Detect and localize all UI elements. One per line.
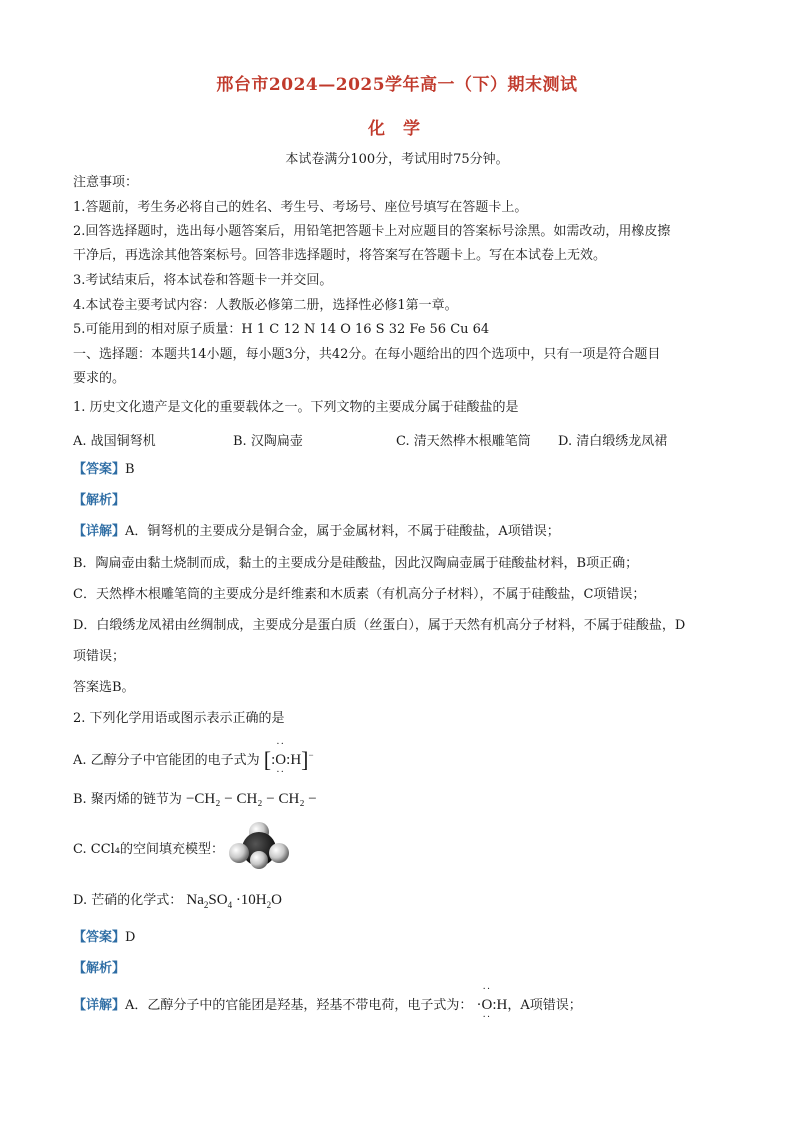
answer-tag: 【答案】 — [73, 930, 126, 945]
q2-option-c — [73, 841, 224, 859]
space-filling-model-image — [228, 820, 290, 870]
q1-detail-d-cont: 项错误； — [73, 649, 126, 664]
answer-value: D — [125, 930, 136, 945]
exam-title: 邢台市2024—2025学年高一（下）期末测试 — [216, 75, 578, 95]
notice-item-3: 3.考试结束后，将本试卷和答题卡一并交回。 — [73, 273, 333, 288]
q1-detail-c: C．天然桦木根雕笔筒的主要成分是纤维素和木质素（有机高分子材料），不属于硅酸盐，C项错误； — [73, 587, 646, 602]
q2-option-b — [73, 790, 317, 809]
q2-option-d — [73, 891, 282, 914]
q1-option-a: A. 战国铜弩机 — [73, 434, 156, 449]
detail-tag: 【详解】 — [73, 524, 126, 539]
hydroxide-electron-formula: [:O ·· ·· :H]− — [263, 739, 314, 778]
q1-option-b: B. 汉陶扁壶 — [233, 434, 303, 449]
q2-option-d-text: D. 芒硝的化学式： — [73, 893, 183, 908]
mirabilite-formula: $Na_2SO_4 \cdot 10H_2O$ — [186, 892, 282, 910]
notice-heading: 注意事项： — [73, 175, 139, 190]
q2-option-a-text: A. 乙醇分子中官能团的电子式为 — [73, 753, 260, 768]
q2-analysis-tag — [73, 960, 125, 978]
q1-option-d: D. 清白缎绣龙凤裙 — [558, 434, 668, 449]
section-heading: 一、选择题：本题共14小题，每小题3分，共42分。在每小题给出的四个选项中，只有一项是符合题目 — [73, 347, 661, 362]
q1-stem: 1. 历史文化遗产是文化的重要载体之一。下列文物的主要成分属于硅酸盐的是 — [73, 400, 519, 415]
polypropylene-unit-formula: −CH₂ − CH₂ − CH₂ − — [185, 791, 317, 807]
detail-a-text: A．铜弩机的主要成分是铜合金，属于金属材料，不属于硅酸盐，A项错误； — [125, 524, 560, 539]
subject-title: 化 学 — [368, 119, 426, 139]
q1-answer — [73, 461, 135, 479]
notice-item-5: 5.可能用到的相对原子质量：H 1 C 12 N 14 O 16 S 32 Fe 56 Cu 64 — [73, 322, 490, 337]
q1-detail-d: D．白缎绣龙凤裙由丝绸制成，主要成分是蛋白质（丝蛋白），属于天然有机高分子材料，不属于硅酸盐，D — [73, 618, 686, 633]
q2-stem: 2. 下列化学用语或图示表示正确的是 — [73, 711, 285, 726]
notice-item-2-cont: 干净后，再选涂其他答案标号。回答非选择题时，将答案写在答题卡上。写在本试卷上无效。 — [73, 248, 607, 263]
q2-option-a — [73, 739, 314, 778]
q2-option-b-text: B. 聚丙烯的链节为 — [73, 792, 182, 807]
answer-value: B — [125, 462, 135, 477]
notice-item-4: 4.本试卷主要考试内容：人教版必修第二册，选择性必修1第一章。 — [73, 298, 458, 313]
detail-tag: 【详解】 — [73, 998, 126, 1013]
q1-analysis-tag — [73, 492, 125, 510]
exam-info: 本试卷满分100分，考试用时75分钟。 — [285, 152, 509, 167]
q2-answer — [73, 929, 135, 947]
answer-tag: 【答案】 — [73, 462, 126, 477]
q1-detail-b: B．陶扁壶由黏土烧制而成，黏土的主要成分是硅酸盐，因此汉陶扁壶属于硅酸盐材料，B项正确； — [73, 556, 639, 571]
q2-option-c-text: C. CCl₄的空间填充模型： — [73, 842, 225, 857]
section-heading-cont: 要求的。 — [73, 371, 126, 386]
q1-conclusion: 答案选B。 — [73, 680, 135, 695]
analysis-tag: 【解析】 — [73, 961, 126, 976]
hydroxyl-electron-formula: ·O ·· ·· :H — [476, 984, 508, 1023]
q1-detail-a — [73, 523, 560, 541]
q2-detail-a — [73, 984, 582, 1023]
notice-item-2: 2.回答选择题时，选出每小题答案后，用铅笔把答题卡上对应题目的答案标号涂黑。如需改动，用橡皮擦 — [73, 224, 671, 239]
analysis-tag: 【解析】 — [73, 493, 126, 508]
q1-option-c: C. 清天然桦木根雕笔筒 — [396, 434, 531, 449]
detail-a-text: A．乙醇分子中的官能团是羟基，羟基不带电荷，电子式为： — [125, 998, 473, 1013]
detail-a-end: ，A项错误； — [507, 998, 582, 1013]
notice-item-1: 1.答题前，考生务必将自己的姓名、考生号、考场号、座位号填写在答题卡上。 — [73, 200, 528, 215]
